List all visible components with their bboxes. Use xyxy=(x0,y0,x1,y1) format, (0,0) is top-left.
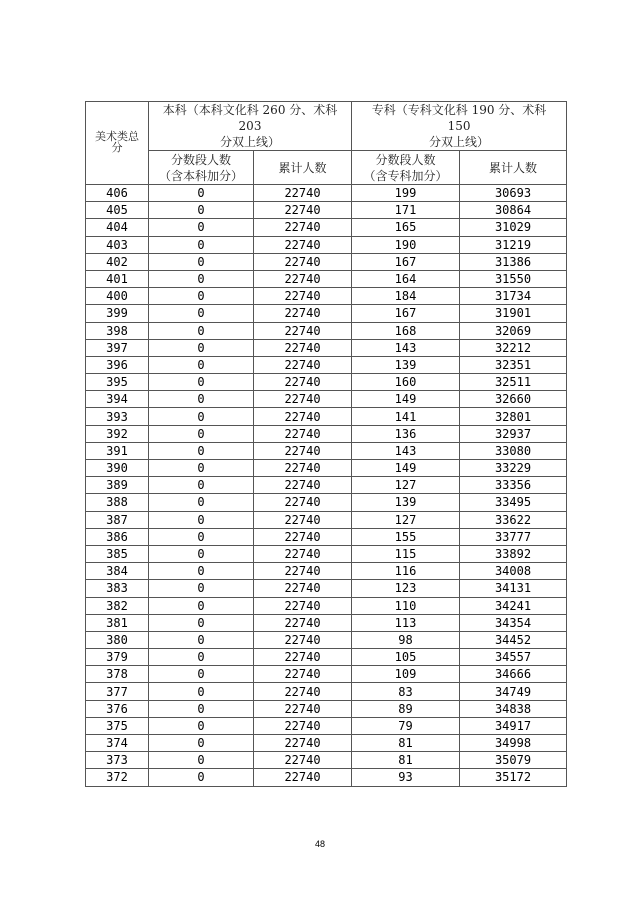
total-score-cell: 398 xyxy=(86,322,149,339)
table-row xyxy=(86,322,567,339)
undergrad-cumulative-cell: 22740 xyxy=(254,270,352,287)
table-row xyxy=(86,717,567,734)
total-score-cell: 382 xyxy=(86,597,149,614)
junior-segment-line2: （含专科加分） xyxy=(363,168,448,183)
total-score-cell: 388 xyxy=(86,494,149,511)
total-score-cell: 387 xyxy=(86,511,149,528)
junior-segment-cell: 143 xyxy=(352,339,460,356)
junior-cumulative-cell: 31029 xyxy=(460,219,567,236)
undergrad-segment-cell: 0 xyxy=(149,236,254,253)
junior-cumulative-cell: 34666 xyxy=(460,666,567,683)
junior-segment-cell: 139 xyxy=(352,494,460,511)
total-score-cell: 393 xyxy=(86,408,149,425)
undergrad-segment-cell: 0 xyxy=(149,666,254,683)
undergrad-segment-cell: 0 xyxy=(149,339,254,356)
table-row xyxy=(86,769,567,786)
table-row xyxy=(86,563,567,580)
table-row xyxy=(86,511,567,528)
junior-cumulative-cell: 34452 xyxy=(460,631,567,648)
undergrad-segment-cell: 0 xyxy=(149,631,254,648)
table-row xyxy=(86,666,567,683)
undergrad-segment-line2: （含本科加分） xyxy=(158,168,243,183)
junior-segment-cell: 89 xyxy=(352,700,460,717)
junior-cumulative-cell: 34557 xyxy=(460,649,567,666)
undergrad-cumulative-cell: 22740 xyxy=(254,339,352,356)
table-row xyxy=(86,356,567,373)
undergrad-segment-cell: 0 xyxy=(149,408,254,425)
undergrad-segment-cell: 0 xyxy=(149,477,254,494)
junior-segment-cell: 139 xyxy=(352,356,460,373)
junior-cumulative-cell: 33229 xyxy=(460,460,567,477)
undergrad-cumulative-cell: 22740 xyxy=(254,631,352,648)
junior-segment-cell: 168 xyxy=(352,322,460,339)
undergrad-cumulative-cell: 22740 xyxy=(254,752,352,769)
total-score-cell: 403 xyxy=(86,236,149,253)
undergrad-cumulative-cell: 22740 xyxy=(254,425,352,442)
table-row xyxy=(86,683,567,700)
undergrad-cumulative-cell: 22740 xyxy=(254,580,352,597)
total-score-cell: 383 xyxy=(86,580,149,597)
total-score-cell: 405 xyxy=(86,202,149,219)
junior-segment-cell: 149 xyxy=(352,460,460,477)
undergrad-cumulative-cell: 22740 xyxy=(254,511,352,528)
undergrad-cumulative-cell: 22740 xyxy=(254,666,352,683)
undergrad-segment-cell: 0 xyxy=(149,735,254,752)
total-score-cell: 400 xyxy=(86,288,149,305)
undergrad-segment-cell: 0 xyxy=(149,717,254,734)
undergrad-segment-cell: 0 xyxy=(149,494,254,511)
total-score-cell: 380 xyxy=(86,631,149,648)
undergrad-segment-cell: 0 xyxy=(149,614,254,631)
undergrad-cumulative-cell: 22740 xyxy=(254,374,352,391)
undergrad-cumulative-cell: 22740 xyxy=(254,597,352,614)
undergrad-segment-cell: 0 xyxy=(149,288,254,305)
junior-segment-cell: 93 xyxy=(352,769,460,786)
undergrad-cumulative-header: 累计人数 xyxy=(254,151,352,185)
total-score-cell: 379 xyxy=(86,649,149,666)
undergrad-cumulative-cell: 22740 xyxy=(254,649,352,666)
table-row xyxy=(86,185,567,202)
junior-cumulative-cell: 32212 xyxy=(460,339,567,356)
undergrad-group-line2: 分双上线） xyxy=(220,135,281,149)
undergrad-group-header xyxy=(149,102,352,151)
junior-cumulative-cell: 35172 xyxy=(460,769,567,786)
total-score-cell: 390 xyxy=(86,460,149,477)
junior-cumulative-cell: 32937 xyxy=(460,425,567,442)
score-column-label: 美术类总分 xyxy=(95,130,139,154)
total-score-cell: 389 xyxy=(86,477,149,494)
score-column-header xyxy=(86,102,149,185)
table-row xyxy=(86,442,567,459)
junior-group-line2: 分双上线） xyxy=(429,135,490,149)
junior-segment-cell: 123 xyxy=(352,580,460,597)
undergrad-segment-cell: 0 xyxy=(149,322,254,339)
table-row xyxy=(86,408,567,425)
junior-segment-cell: 190 xyxy=(352,236,460,253)
table-row xyxy=(86,649,567,666)
undergrad-segment-cell: 0 xyxy=(149,253,254,270)
undergrad-cumulative-cell: 22740 xyxy=(254,735,352,752)
junior-segment-cell: 109 xyxy=(352,666,460,683)
total-score-cell: 385 xyxy=(86,545,149,562)
junior-segment-cell: 105 xyxy=(352,649,460,666)
junior-cumulative-cell: 33892 xyxy=(460,545,567,562)
junior-cumulative-cell: 30693 xyxy=(460,185,567,202)
header-row-groups xyxy=(86,102,567,151)
total-score-cell: 395 xyxy=(86,374,149,391)
undergrad-segment-line1: 分数段人数 xyxy=(170,152,231,167)
undergrad-cumulative-cell: 22740 xyxy=(254,442,352,459)
undergrad-segment-cell: 0 xyxy=(149,563,254,580)
total-score-cell: 391 xyxy=(86,442,149,459)
undergrad-segment-cell: 0 xyxy=(149,528,254,545)
junior-cumulative-cell: 32801 xyxy=(460,408,567,425)
junior-segment-cell: 164 xyxy=(352,270,460,287)
junior-cumulative-header: 累计人数 xyxy=(460,151,567,185)
header-row-columns xyxy=(86,151,567,185)
total-score-cell: 397 xyxy=(86,339,149,356)
undergrad-segment-cell: 0 xyxy=(149,460,254,477)
junior-group-header xyxy=(352,102,567,151)
undergrad-cumulative-cell: 22740 xyxy=(254,408,352,425)
total-score-cell: 396 xyxy=(86,356,149,373)
undergrad-segment-cell: 0 xyxy=(149,700,254,717)
undergrad-cumulative-cell: 22740 xyxy=(254,477,352,494)
junior-cumulative-cell: 34917 xyxy=(460,717,567,734)
table-row xyxy=(86,236,567,253)
junior-segment-cell: 116 xyxy=(352,563,460,580)
table-row xyxy=(86,219,567,236)
junior-segment-cell: 136 xyxy=(352,425,460,442)
undergrad-cumulative-cell: 22740 xyxy=(254,391,352,408)
table-row xyxy=(86,374,567,391)
undergrad-cumulative-cell: 22740 xyxy=(254,219,352,236)
undergrad-cumulative-cell: 22740 xyxy=(254,563,352,580)
undergrad-cumulative-cell: 22740 xyxy=(254,494,352,511)
table-row xyxy=(86,735,567,752)
table-row xyxy=(86,305,567,322)
undergrad-cumulative-cell: 22740 xyxy=(254,700,352,717)
junior-cumulative-cell: 33080 xyxy=(460,442,567,459)
junior-segment-cell: 149 xyxy=(352,391,460,408)
junior-segment-cell: 81 xyxy=(352,735,460,752)
junior-segment-line1: 分数段人数 xyxy=(375,152,436,167)
table-row xyxy=(86,528,567,545)
table-row xyxy=(86,580,567,597)
junior-cumulative-cell: 32511 xyxy=(460,374,567,391)
total-score-cell: 377 xyxy=(86,683,149,700)
undergrad-segment-cell: 0 xyxy=(149,305,254,322)
undergrad-cumulative-cell: 22740 xyxy=(254,769,352,786)
junior-cumulative-cell: 33356 xyxy=(460,477,567,494)
table-row xyxy=(86,494,567,511)
junior-cumulative-cell: 34998 xyxy=(460,735,567,752)
total-score-cell: 378 xyxy=(86,666,149,683)
table-header xyxy=(86,102,567,185)
total-score-cell: 375 xyxy=(86,717,149,734)
undergrad-segment-cell: 0 xyxy=(149,649,254,666)
undergrad-cumulative-cell: 22740 xyxy=(254,614,352,631)
junior-cumulative-cell: 31219 xyxy=(460,236,567,253)
junior-cumulative-cell: 31386 xyxy=(460,253,567,270)
table-body xyxy=(86,185,567,787)
junior-segment-cell: 143 xyxy=(352,442,460,459)
undergrad-cumulative-cell: 22740 xyxy=(254,356,352,373)
total-score-cell: 376 xyxy=(86,700,149,717)
undergrad-segment-cell: 0 xyxy=(149,391,254,408)
table-row xyxy=(86,700,567,717)
undergrad-segment-cell: 0 xyxy=(149,219,254,236)
junior-segment-cell: 167 xyxy=(352,253,460,270)
junior-cumulative-cell: 34354 xyxy=(460,614,567,631)
total-score-cell: 372 xyxy=(86,769,149,786)
undergrad-cumulative-cell: 22740 xyxy=(254,185,352,202)
table-row xyxy=(86,288,567,305)
junior-segment-cell: 79 xyxy=(352,717,460,734)
undergrad-segment-cell: 0 xyxy=(149,580,254,597)
junior-cumulative-cell: 33622 xyxy=(460,511,567,528)
junior-cumulative-cell: 34008 xyxy=(460,563,567,580)
junior-segment-cell: 199 xyxy=(352,185,460,202)
junior-segment-cell: 155 xyxy=(352,528,460,545)
page-number: 48 xyxy=(314,839,325,849)
junior-cumulative-cell: 35079 xyxy=(460,752,567,769)
total-score-cell: 373 xyxy=(86,752,149,769)
table-row xyxy=(86,270,567,287)
table-row xyxy=(86,545,567,562)
table-row xyxy=(86,202,567,219)
junior-group-line1: 专科（专科文化科 190 分、术科 150 xyxy=(371,103,547,133)
undergrad-cumulative-cell: 22740 xyxy=(254,528,352,545)
table-row xyxy=(86,752,567,769)
total-score-cell: 374 xyxy=(86,735,149,752)
undergrad-cumulative-cell: 22740 xyxy=(254,717,352,734)
junior-cumulative-cell: 31734 xyxy=(460,288,567,305)
total-score-cell: 381 xyxy=(86,614,149,631)
junior-cumulative-cell: 30864 xyxy=(460,202,567,219)
score-distribution-table xyxy=(85,101,567,787)
junior-cumulative-cell: 32351 xyxy=(460,356,567,373)
table-row xyxy=(86,477,567,494)
junior-segment-cell: 141 xyxy=(352,408,460,425)
table-row xyxy=(86,253,567,270)
undergrad-segment-cell: 0 xyxy=(149,425,254,442)
junior-segment-cell: 81 xyxy=(352,752,460,769)
table-row xyxy=(86,425,567,442)
undergrad-cumulative-cell: 22740 xyxy=(254,460,352,477)
junior-cumulative-cell: 32660 xyxy=(460,391,567,408)
undergrad-segment-cell: 0 xyxy=(149,270,254,287)
total-score-cell: 392 xyxy=(86,425,149,442)
undergrad-segment-cell: 0 xyxy=(149,442,254,459)
undergrad-cumulative-cell: 22740 xyxy=(254,202,352,219)
undergrad-cumulative-cell: 22740 xyxy=(254,683,352,700)
total-score-cell: 406 xyxy=(86,185,149,202)
total-score-cell: 399 xyxy=(86,305,149,322)
junior-segment-cell: 127 xyxy=(352,511,460,528)
junior-segment-cell: 184 xyxy=(352,288,460,305)
undergrad-cumulative-cell: 22740 xyxy=(254,236,352,253)
table-row xyxy=(86,631,567,648)
undergrad-segment-cell: 0 xyxy=(149,545,254,562)
junior-cumulative-cell: 34241 xyxy=(460,597,567,614)
total-score-cell: 394 xyxy=(86,391,149,408)
undergrad-segment-cell: 0 xyxy=(149,511,254,528)
table-row xyxy=(86,339,567,356)
table-row xyxy=(86,391,567,408)
table-row xyxy=(86,597,567,614)
undergrad-segment-cell: 0 xyxy=(149,185,254,202)
junior-cumulative-cell: 32069 xyxy=(460,322,567,339)
undergrad-segment-cell: 0 xyxy=(149,202,254,219)
total-score-cell: 384 xyxy=(86,563,149,580)
total-score-cell: 386 xyxy=(86,528,149,545)
junior-segment-cell: 167 xyxy=(352,305,460,322)
undergrad-cumulative-cell: 22740 xyxy=(254,545,352,562)
junior-cumulative-cell: 31550 xyxy=(460,270,567,287)
table-row xyxy=(86,614,567,631)
table-row xyxy=(86,460,567,477)
junior-segment-header xyxy=(352,151,460,185)
junior-segment-cell: 160 xyxy=(352,374,460,391)
undergrad-segment-cell: 0 xyxy=(149,683,254,700)
undergrad-segment-header xyxy=(149,151,254,185)
junior-cumulative-cell: 34838 xyxy=(460,700,567,717)
undergrad-segment-cell: 0 xyxy=(149,597,254,614)
junior-cumulative-cell: 34749 xyxy=(460,683,567,700)
junior-cumulative-cell: 33777 xyxy=(460,528,567,545)
undergrad-cumulative-cell: 22740 xyxy=(254,288,352,305)
total-score-cell: 402 xyxy=(86,253,149,270)
junior-cumulative-cell: 34131 xyxy=(460,580,567,597)
undergrad-segment-cell: 0 xyxy=(149,769,254,786)
undergrad-segment-cell: 0 xyxy=(149,356,254,373)
junior-segment-cell: 171 xyxy=(352,202,460,219)
junior-segment-cell: 98 xyxy=(352,631,460,648)
junior-segment-cell: 165 xyxy=(352,219,460,236)
undergrad-cumulative-cell: 22740 xyxy=(254,322,352,339)
undergrad-group-line1: 本科（本科文化科 260 分、术科 203 xyxy=(162,103,338,133)
junior-cumulative-cell: 33495 xyxy=(460,494,567,511)
undergrad-segment-cell: 0 xyxy=(149,374,254,391)
junior-cumulative-cell: 31901 xyxy=(460,305,567,322)
junior-segment-cell: 83 xyxy=(352,683,460,700)
undergrad-cumulative-cell: 22740 xyxy=(254,305,352,322)
total-score-cell: 404 xyxy=(86,219,149,236)
undergrad-segment-cell: 0 xyxy=(149,752,254,769)
junior-segment-cell: 115 xyxy=(352,545,460,562)
total-score-cell: 401 xyxy=(86,270,149,287)
undergrad-cumulative-cell: 22740 xyxy=(254,253,352,270)
junior-segment-cell: 127 xyxy=(352,477,460,494)
junior-segment-cell: 110 xyxy=(352,597,460,614)
junior-segment-cell: 113 xyxy=(352,614,460,631)
